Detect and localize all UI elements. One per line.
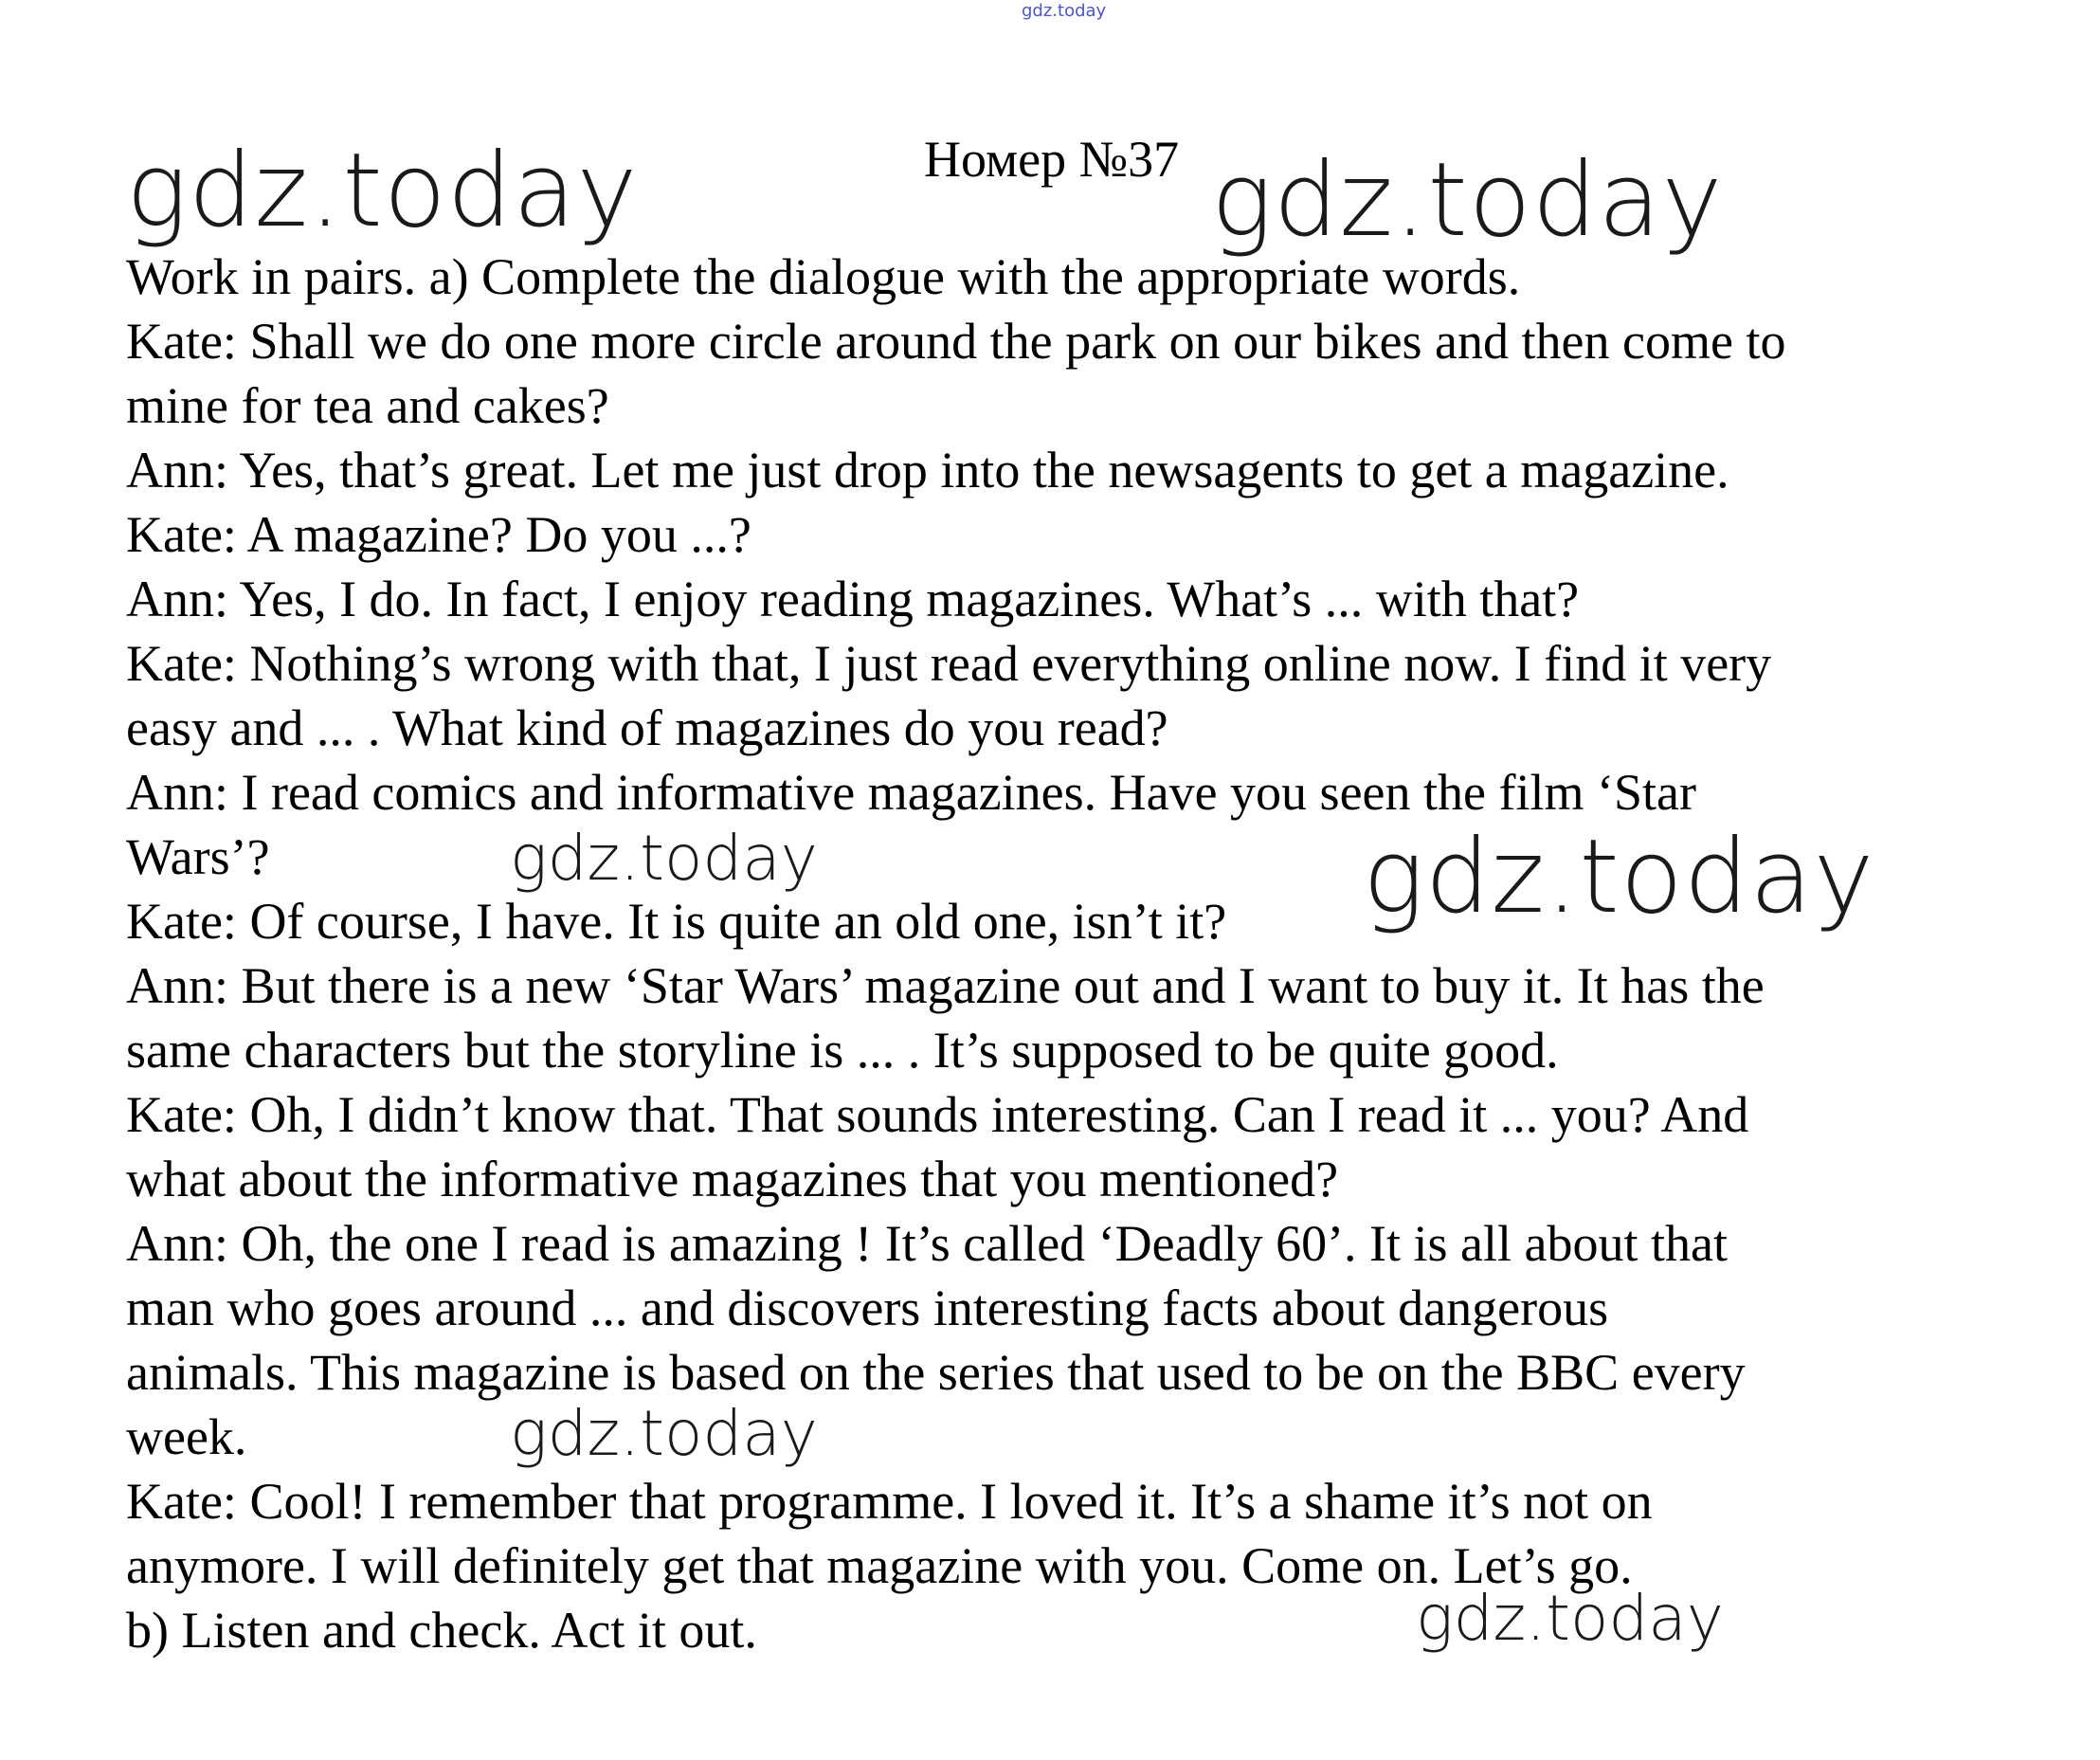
- text-line: same characters but the storyline is ... . It’s supposed to be quite good.: [126, 1022, 1559, 1079]
- text-line: Kate: Cool! I remember that programme. I loved it. It’s a shame it’s not on: [126, 1473, 1653, 1530]
- watermark: gdz.today: [1211, 141, 1724, 260]
- watermark: gdz.today: [510, 822, 818, 895]
- text-line: Wars’?: [126, 828, 270, 885]
- text-line: Work in pairs. a) Complete the dialogue with the appropriate words.: [126, 248, 1521, 305]
- text-line: Kate: Of course, I have. It is quite an old one, isn’t it?: [126, 893, 1227, 950]
- text-line: Ann: Oh, the one I read is amazing ! It’s called ‘Deadly 60’. It is all about that: [126, 1215, 1728, 1272]
- text-line: animals. This magazine is based on the series that used to be on the BBC every: [126, 1344, 1746, 1401]
- text-line: Ann: I read comics and informative magazines. Have you seen the film ‘Star: [126, 764, 1696, 821]
- watermark: gdz.today: [126, 132, 639, 250]
- text-line: what about the informative magazines that you mentioned?: [126, 1151, 1339, 1207]
- text-line: man who goes around ... and discovers interesting facts about dangerous: [126, 1279, 1609, 1336]
- watermark: gdz.today: [1416, 1582, 1724, 1655]
- dialogue-text: [126, 245, 2069, 1662]
- text-line: week.: [126, 1408, 247, 1465]
- text-line: anymore. I will definitely get that magazine with you. Come on. Let’s go.: [126, 1537, 1633, 1594]
- text-line: Kate: Nothing’s wrong with that, I just read everything online now. I find it very: [126, 635, 1772, 692]
- text-line: Kate: Oh, I didn’t know that. That sounds interesting. Can I read it ... you? And: [126, 1086, 1749, 1143]
- page-title: Номер №37: [924, 131, 1180, 188]
- text-line: Kate: Shall we do one more circle around the park on our bikes and then come to: [126, 313, 1786, 370]
- text-line: Ann: But there is a new ‘Star Wars’ magazine out and I want to buy it. It has the: [126, 957, 1765, 1014]
- text-line: b) Listen and check. Act it out.: [126, 1602, 757, 1659]
- watermark: gdz.today: [1363, 818, 1875, 936]
- text-line: Ann: Yes, I do. In fact, I enjoy reading magazines. What’s ... with that?: [126, 571, 1580, 627]
- text-line: easy and ... . What kind of magazines do you read?: [126, 699, 1168, 756]
- text-line: Ann: Yes, that’s great. Let me just drop into the newsagents to get a magazine.: [126, 442, 1729, 499]
- watermark: gdz.today: [510, 1397, 818, 1470]
- text-line: Kate: A magazine? Do you ...?: [126, 506, 751, 563]
- text-line: mine for tea and cakes?: [126, 377, 609, 434]
- top-watermark: gdz.today: [1022, 1, 1107, 21]
